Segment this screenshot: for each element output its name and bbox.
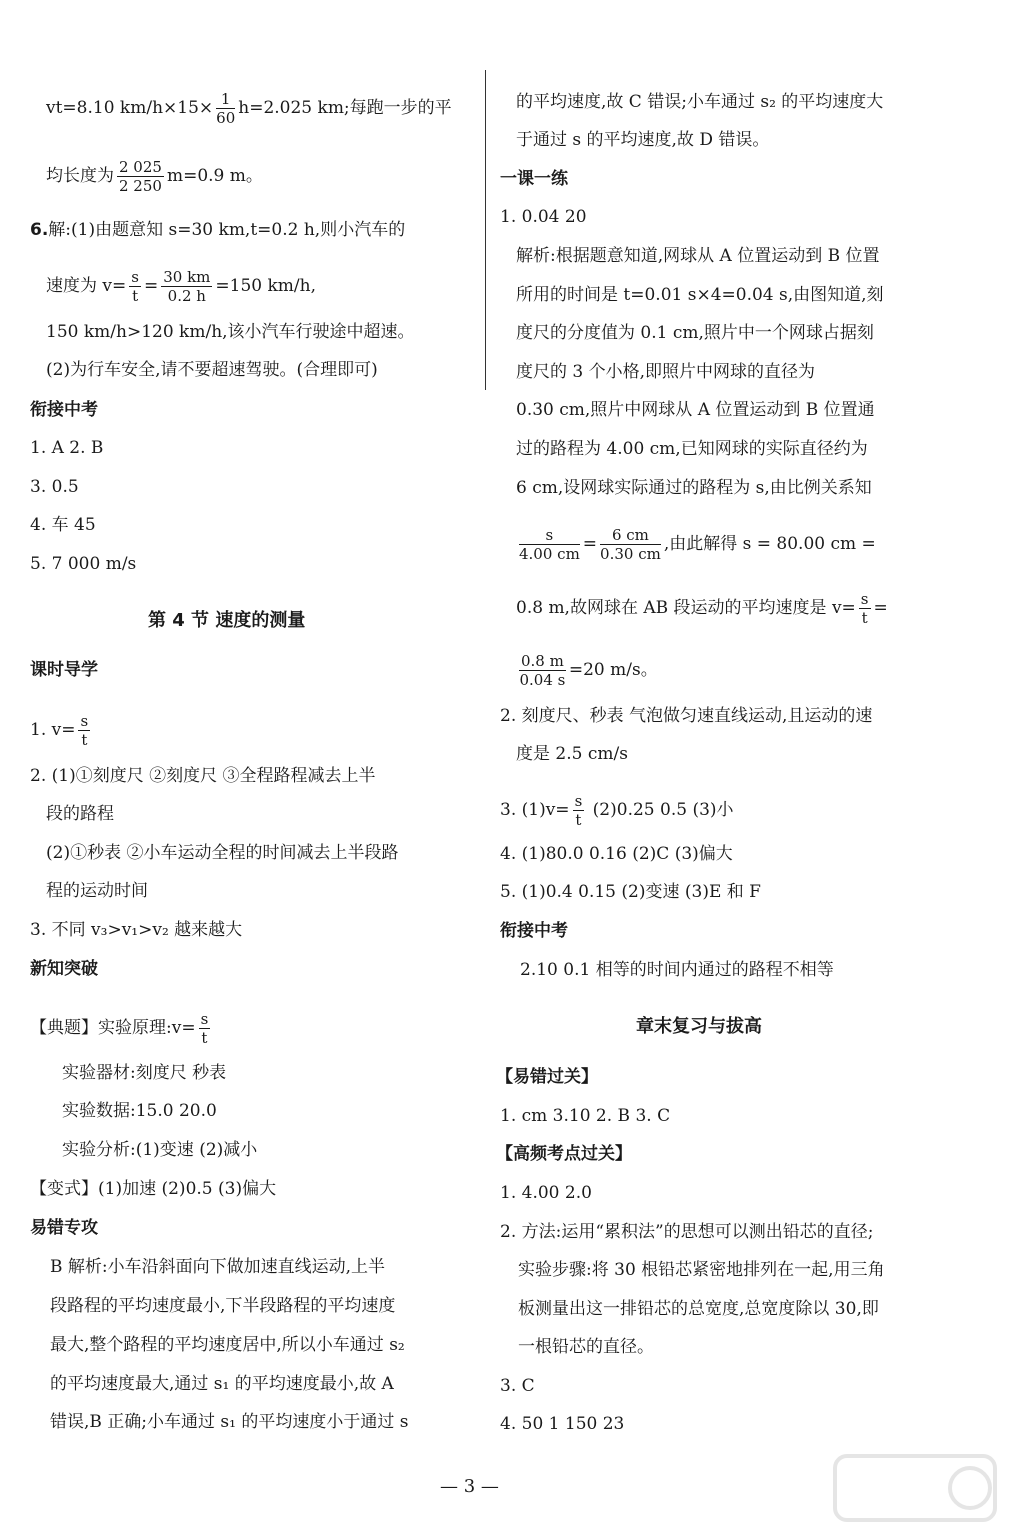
fraction xyxy=(859,590,871,627)
left-line-2 xyxy=(46,158,263,195)
frac-den: 0.30 cm xyxy=(600,545,661,563)
dianti-2: 实验器材:刻度尺 秒表 xyxy=(62,1063,227,1083)
text: 速度为 v= xyxy=(46,276,127,296)
p4: 度尺的分度值为 0.1 cm,照片中一个网球占据刻 xyxy=(516,323,874,343)
answer-k1 xyxy=(30,712,93,749)
text: ,由此解得 s = 80.00 cm = xyxy=(663,534,876,554)
fraction xyxy=(216,90,235,127)
fraction xyxy=(199,1010,211,1047)
frac-den: 4.00 cm xyxy=(519,545,580,563)
frac-den: t xyxy=(201,1029,208,1047)
frac-num: 6 cm xyxy=(600,526,661,545)
answer-x3: 3. 0.5 xyxy=(30,477,79,497)
p10 xyxy=(516,590,888,627)
right-2: 于通过 s 的平均速度,故 D 错误。 xyxy=(516,130,770,150)
frac-den: t xyxy=(575,811,582,829)
answer-k2c: (2)①秒表 ②小车运动全程的时间减去上半段路 xyxy=(46,843,399,863)
text: vt=8.10 km/h×15× xyxy=(46,98,214,118)
p25: 4. 50 1 150 23 xyxy=(500,1414,625,1434)
watermark-logo-icon xyxy=(830,1448,1000,1528)
q6-line-d: (2)为行车安全,请不要超速驾驶。(合理即可) xyxy=(46,360,378,380)
p17: 2.10 0.1 相等的时间内通过的路程不相等 xyxy=(520,960,834,980)
text: 0.8 m,故网球在 AB 段运动的平均速度是 v= xyxy=(516,598,856,618)
text: = xyxy=(582,534,598,554)
frac-num: 0.8 m xyxy=(521,652,564,670)
text: =150 km/h, xyxy=(215,276,316,296)
fraction xyxy=(573,792,585,829)
p22: 板测量出这一排铅芯的总宽度,总宽度除以 30,即 xyxy=(518,1299,879,1319)
text: h=2.025 km;每跑一步的平 xyxy=(238,98,452,118)
p5: 度尺的 3 个小格,即照片中网球的直径为 xyxy=(516,362,816,382)
text: 解:(1)由题意知 s=30 km,t=0.2 h,则小汽车的 xyxy=(48,220,406,240)
heading-yike: 一课一练 xyxy=(500,169,568,189)
section-title: 第 4 节 速度的测量 xyxy=(148,610,306,631)
frac-den: t xyxy=(132,287,139,305)
text: =20 m/s。 xyxy=(568,660,658,680)
p21: 实验步骤:将 30 根铅芯紧密地排列在一起,用三角 xyxy=(518,1260,885,1280)
heading-xianjie: 衔接中考 xyxy=(30,400,98,420)
p7: 过的路程为 4.00 cm,已知网球的实际直径约为 xyxy=(516,439,868,459)
answer-x5: 5. 7 000 m/s xyxy=(30,554,137,574)
fraction xyxy=(519,526,580,563)
frac-num: s xyxy=(860,590,869,608)
fraction xyxy=(600,526,661,563)
answer-k3: 3. 不同 v₃>v₁>v₂ 越来越大 xyxy=(30,920,243,940)
p3: 所用的时间是 t=0.01 s×4=0.04 s,由图知道,刻 xyxy=(516,285,884,305)
heading-yicuo: 易错专攻 xyxy=(30,1218,98,1238)
p18: 1. cm 3.10 2. B 3. C xyxy=(500,1106,671,1126)
frac-den: 60 xyxy=(216,109,236,127)
frac-den: 0.2 h xyxy=(167,287,206,305)
p11 xyxy=(516,652,658,689)
fraction xyxy=(129,268,141,305)
frac-num: 30 km xyxy=(163,268,211,286)
fraction xyxy=(117,158,164,195)
yicuo-2: 段路程的平均速度最小,下半段路程的平均速度 xyxy=(50,1296,396,1316)
heading-xianjie-2: 衔接中考 xyxy=(500,921,568,941)
text: m=0.9 m。 xyxy=(166,166,263,186)
q6-line-b xyxy=(46,268,316,305)
right-1: 的平均速度,故 C 错误;小车通过 s₂ 的平均速度大 xyxy=(516,92,884,112)
answer-k2b: 段的路程 xyxy=(46,804,114,824)
heading-keshi: 课时导学 xyxy=(30,660,98,680)
bianshi: 【变式】(1)加速 (2)0.5 (3)偏大 xyxy=(30,1179,277,1199)
p6: 0.30 cm,照片中网球从 A 位置运动到 B 位置通 xyxy=(516,400,875,420)
chapter-title: 章末复习与拔高 xyxy=(636,1016,762,1037)
answer-k2a: 2. (1)①刻度尺 ②刻度尺 ③全程路程减去上半 xyxy=(30,766,376,786)
frac-num: s xyxy=(519,526,580,545)
p13: 度是 2.5 cm/s xyxy=(516,744,628,764)
text: 均长度为 xyxy=(46,166,114,186)
answer-k2d: 程的运动时间 xyxy=(46,881,148,901)
frac-den: 2 250 xyxy=(119,177,162,195)
frac-den: t xyxy=(81,731,88,749)
text: 3. (1)v= xyxy=(500,800,570,820)
frac-num: s xyxy=(131,268,139,286)
p1: 1. 0.04 20 xyxy=(500,207,587,227)
p23: 一根铅芯的直径。 xyxy=(518,1337,654,1357)
fraction xyxy=(78,712,90,749)
frac-num: s xyxy=(80,712,89,730)
dianti-1 xyxy=(30,1010,213,1047)
yicuo-5: 错误,B 正确;小车通过 s₁ 的平均速度小于通过 s xyxy=(50,1412,409,1432)
heading-xinzhi: 新知突破 xyxy=(30,959,98,979)
left-line-1 xyxy=(46,90,452,127)
dianti-4: 实验分析:(1)变速 (2)减小 xyxy=(62,1140,258,1160)
text: 【典题】实验原理:v= xyxy=(30,1018,196,1038)
text: (2)0.25 0.5 (3)小 xyxy=(587,800,734,820)
dianti-3: 实验数据:15.0 20.0 xyxy=(62,1101,217,1121)
p2: 解析:根据题意知道,网球从 A 位置运动到 B 位置 xyxy=(516,246,880,266)
text: = xyxy=(143,276,159,296)
p14 xyxy=(500,792,734,829)
page-number: — 3 — xyxy=(440,1476,499,1497)
q6-line-c: 150 km/h>120 km/h,该小汽车行驶途中超速。 xyxy=(46,322,415,342)
p12: 2. 刻度尺、秒表 气泡做匀速直线运动,且运动的速 xyxy=(500,706,873,726)
heading-gaopin: 【高频考点过关】 xyxy=(496,1144,632,1164)
column-divider xyxy=(485,70,486,390)
yicuo-4: 的平均速度最大,通过 s₁ 的平均速度最小,故 A xyxy=(50,1374,394,1394)
p15: 4. (1)80.0 0.16 (2)C (3)偏大 xyxy=(500,844,733,864)
p9 xyxy=(516,526,876,563)
frac-den: 0.04 s xyxy=(519,671,566,689)
text: 1. v= xyxy=(30,720,76,740)
answer-x4: 4. 车 45 xyxy=(30,515,96,535)
p20: 2. 方法:运用“累积法”的思想可以测出铅芯的直径; xyxy=(500,1222,874,1242)
frac-num: 2 025 xyxy=(119,158,162,176)
p8: 6 cm,设网球实际通过的路程为 s,由比例关系知 xyxy=(516,478,872,498)
q6-line-a xyxy=(30,218,405,242)
question-number: 6. xyxy=(30,220,49,240)
p19: 1. 4.00 2.0 xyxy=(500,1183,592,1203)
frac-num: s xyxy=(200,1010,209,1028)
text: = xyxy=(873,598,888,618)
fraction xyxy=(161,268,212,305)
heading-yicuoguoguan: 【易错过关】 xyxy=(496,1067,598,1087)
fraction xyxy=(519,652,566,689)
answer-x1: 1. A 2. B xyxy=(30,438,104,458)
frac-den: t xyxy=(861,609,868,627)
yicuo-3: 最大,整个路程的平均速度居中,所以小车通过 s₂ xyxy=(50,1335,405,1355)
frac-num: 1 xyxy=(216,90,235,109)
p24: 3. C xyxy=(500,1376,535,1396)
yicuo-1: B 解析:小车沿斜面向下做加速直线运动,上半 xyxy=(50,1257,386,1277)
p16: 5. (1)0.4 0.15 (2)变速 (3)E 和 F xyxy=(500,882,761,902)
frac-num: s xyxy=(574,792,583,810)
